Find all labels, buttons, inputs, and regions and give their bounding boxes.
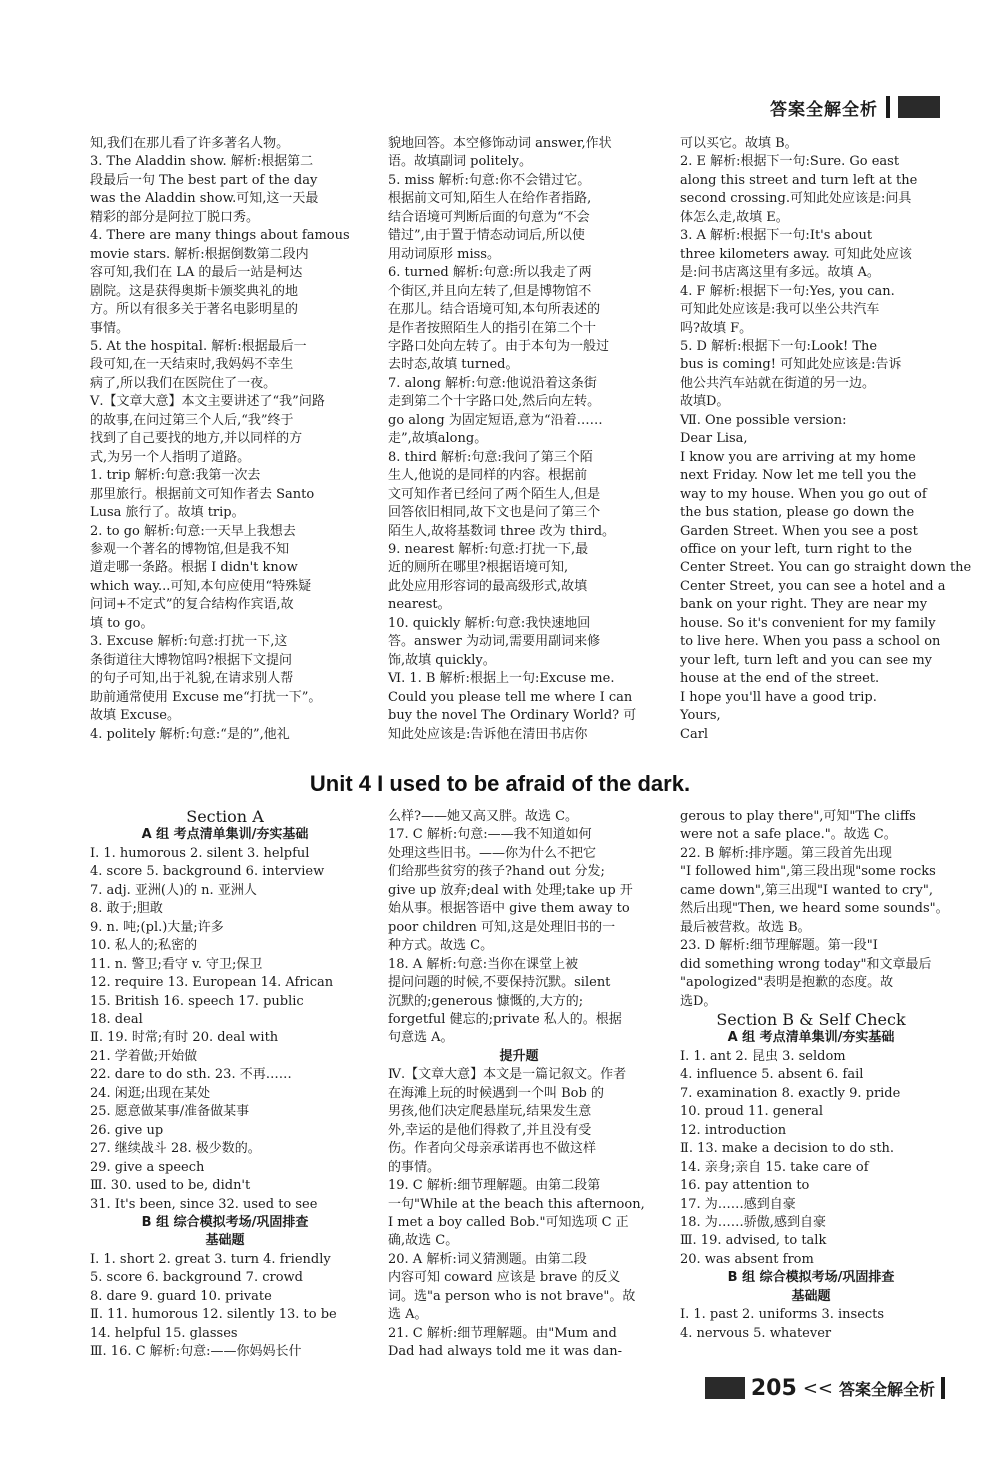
answer-line: 3. The Aladdin show. 解析:根据第二 bbox=[90, 154, 314, 170]
answer-line: "apologized"表明是抱歉的态度。故 bbox=[680, 975, 894, 991]
answer-line: 确,故选 C。 bbox=[388, 1233, 459, 1249]
answer-line: 9. nearest 解析:句意:打扰一下,最 bbox=[388, 541, 589, 557]
answer-line: 那里旅行。根据前文可知作者去 Santo bbox=[90, 486, 315, 502]
answer-line: 词。选"a person who is not brave"。故 bbox=[388, 1288, 636, 1304]
answer-line: 容可知,我们在 LA 的最后一站是柯达 bbox=[90, 265, 303, 281]
answer-line: buy the novel The Ordinary World? 可 bbox=[388, 708, 637, 724]
answer-line: 17. C 解析:句意:——我不知道如何 bbox=[388, 827, 592, 843]
answer-line: 18. deal bbox=[90, 1011, 143, 1027]
answer-line: 7. examination 8. exactly 9. pride bbox=[680, 1085, 901, 1101]
answer-line: 8. 敢于;胆敢 bbox=[90, 901, 163, 917]
answer-line: 是:问书店离这里有多远。故填 A。 bbox=[680, 265, 880, 281]
answer-line: 故填 Excuse。 bbox=[90, 708, 180, 724]
bottom-column-1 bbox=[90, 808, 360, 1362]
answer-line: 27. 继续战斗 28. 极少数的。 bbox=[90, 1141, 261, 1157]
answer-line: 5. miss 解析:句意:你不会错过它。 bbox=[388, 172, 591, 188]
answer-line: 参观一个著名的博物馆,但是我不知 bbox=[90, 541, 290, 557]
answer-line: nearest。 bbox=[388, 597, 451, 613]
answer-line: 处理这些旧书。——你为什么不把它 bbox=[388, 845, 597, 861]
answer-line: 4. nervous 5. whatever bbox=[680, 1325, 832, 1341]
answer-line: Ⅱ. 11. humorous 12. silently 13. to be bbox=[90, 1307, 337, 1323]
answer-line: 1. trip 解析:句意:我第一次去 bbox=[90, 468, 261, 484]
answer-line: Center Street. You can go straight down the bbox=[680, 560, 972, 576]
answer-line: 18. 为……骄傲,感到自豪 bbox=[680, 1214, 826, 1230]
answer-line: house. So it's convenient for my family bbox=[680, 615, 936, 631]
answer-line: 知,我们在那儿看了许多著名人物。 bbox=[90, 136, 290, 151]
answer-line: came down",第三出现"I wanted to cry", bbox=[680, 882, 933, 898]
answer-line: 去时态,故填 turned。 bbox=[388, 357, 519, 373]
answer-line: 25. 愿意做某事/准备做某事 bbox=[90, 1104, 250, 1120]
answer-line: Ⅰ. 1. short 2. great 3. turn 4. friendly bbox=[90, 1251, 331, 1267]
answer-line: movie stars. 解析:根据倒数第二段内 bbox=[90, 246, 309, 262]
answer-line: 句意选 A。 bbox=[388, 1030, 454, 1046]
answer-line: 男孩,他们决定爬悬崖玩,结果发生意 bbox=[388, 1104, 592, 1120]
answer-line: gerous to play there",可知"The cliffs bbox=[680, 809, 916, 824]
answer-line: 助前通常使用 Excuse me“打扰一下”。 bbox=[90, 689, 322, 705]
answer-line: to live here. When you pass a school on bbox=[680, 634, 941, 650]
answer-line: 始从事。根据答语中 give them away to bbox=[388, 901, 630, 917]
answer-line: 最后被营救。故选 B。 bbox=[680, 919, 811, 935]
answer-line: Ⅱ. 13. make a decision to do sth. bbox=[680, 1141, 895, 1157]
header-divider bbox=[886, 96, 890, 118]
answer-line: 17. 为……感到自豪 bbox=[680, 1196, 796, 1212]
answer-line: 选D。 bbox=[680, 993, 717, 1009]
answer-line: 10. proud 11. general bbox=[680, 1104, 824, 1120]
top-column-1 bbox=[90, 135, 360, 744]
answer-line: 一句"While at the beach this afternoon, bbox=[388, 1196, 645, 1212]
answer-line: 答。answer 为动词,需要用副词来修 bbox=[388, 634, 601, 650]
answer-line: which way...可知,本句应使用“特殊疑 bbox=[90, 578, 312, 594]
answer-line: 31. It's been, since 32. used to see bbox=[90, 1196, 318, 1212]
answer-line: 条街道往大博物馆吗?根据下文提问 bbox=[90, 652, 292, 668]
answer-line: 7. adj. 亚洲(人)的 n. 亚洲人 bbox=[90, 882, 257, 898]
answer-line: 21. C 解析:细节理解题。由"Mum and bbox=[388, 1325, 617, 1341]
answer-line: 19. C 解析:细节理解题。由第二段第 bbox=[388, 1178, 601, 1194]
answer-line: 沉默的;generous 慷慨的,大方的; bbox=[388, 993, 584, 1009]
footer-decor-block bbox=[705, 1377, 745, 1399]
answer-line: 陌生人,故将基数词 three 改为 third。 bbox=[388, 523, 616, 539]
answer-line: Could you please tell me where I can bbox=[388, 689, 633, 705]
answer-line: 2. E 解析:根据下一句:Sure. Go east bbox=[680, 154, 900, 170]
answer-line: 22. B 解析:排序题。第三段首先出现 bbox=[680, 845, 892, 861]
answer-line: were not a safe place."。故选 C。 bbox=[680, 827, 897, 843]
answer-line: 然后出现"Then, we heard some sounds"。 bbox=[680, 901, 949, 917]
double-chevron-icon: << bbox=[802, 1377, 833, 1399]
top-column-3 bbox=[680, 135, 972, 744]
group-heading: B 组 综合模拟考场/巩固排查 bbox=[141, 1214, 309, 1230]
answer-line: 个街区,并且向左转了,但是博物馆不 bbox=[388, 283, 592, 299]
answer-line: 段最后一句 The best part of the day bbox=[90, 172, 318, 188]
group-heading: A 组 考点清单集训/夯实基础 bbox=[727, 1030, 895, 1046]
answer-line: Center Street, you can see a hotel and a bbox=[680, 578, 946, 594]
answer-line: 8. dare 9. guard 10. private bbox=[90, 1288, 272, 1304]
answer-line: house at the end of the street. bbox=[680, 671, 880, 687]
answer-line: 20. was absent from bbox=[680, 1251, 814, 1267]
answer-line: 29. give a speech bbox=[90, 1159, 205, 1175]
answer-line: office on your left, turn right to the bbox=[680, 541, 912, 557]
answer-line: 18. A 解析:句意:当你在课堂上被 bbox=[388, 956, 579, 972]
answer-line: 5. D 解析:根据下一句:Look! The bbox=[680, 338, 878, 354]
answer-line: 文可知作者已经问了两个陌生人,但是 bbox=[388, 486, 601, 502]
answer-line: "I followed him",第三段出现"some rocks bbox=[680, 864, 936, 880]
answer-line: 根据前文可知,陌生人在给作者指路, bbox=[388, 191, 592, 207]
section-heading: Section A bbox=[186, 807, 264, 826]
footer-title: 答案全解全析 bbox=[838, 1379, 935, 1399]
answer-line: 的句子可知,出于礼貌,在请求别人帮 bbox=[90, 671, 294, 687]
footer-divider bbox=[941, 1377, 945, 1399]
answer-line: poor children 可知,这是处理旧书的一 bbox=[388, 919, 616, 935]
answer-line: 事情。 bbox=[90, 320, 130, 336]
answer-line: 用动词原形 miss。 bbox=[388, 246, 500, 262]
answer-line: 体怎么走,故填 E。 bbox=[680, 209, 789, 225]
answer-line: I hope you'll have a good trip. bbox=[680, 689, 877, 705]
page-footer bbox=[705, 1374, 945, 1402]
answer-line: 字路口处向左转了。由于本句为一般过 bbox=[388, 338, 610, 354]
bottom-column-3 bbox=[680, 808, 949, 1343]
answer-line: Dad had always told me it was dan- bbox=[388, 1344, 622, 1360]
answer-line: Ⅲ. 19. advised, to talk bbox=[680, 1233, 827, 1249]
answer-line: 11. n. 警卫;看守 v. 守卫;保卫 bbox=[90, 956, 263, 972]
unit-title: Unit 4 I used to be afraid of the dark. bbox=[309, 771, 691, 796]
answer-line: 可以买它。故填 B。 bbox=[680, 136, 798, 151]
answer-line: 6. turned 解析:句意:所以我走了两 bbox=[388, 265, 592, 281]
answer-line: bank on your right. They are near my bbox=[680, 597, 928, 613]
answer-line: 么样?——她又高又胖。故选 C。 bbox=[388, 809, 579, 824]
answer-line: 4. politely 解析:句意:“是的”,他礼 bbox=[90, 726, 290, 742]
answer-line: 们给那些贫穷的孩子?hand out 分发; bbox=[388, 864, 605, 880]
answer-line: Ⅰ. 1. humorous 2. silent 3. helpful bbox=[90, 845, 310, 861]
answer-line: 4. There are many things about famous bbox=[90, 228, 350, 244]
answer-line: 内容可知 coward 应该是 brave 的反义 bbox=[388, 1270, 621, 1286]
answer-line: 吗?故填 F。 bbox=[680, 320, 753, 336]
answer-line: 走到第二个十字路口处,然后向左转。 bbox=[388, 394, 601, 410]
answer-line: 道走哪一条路。根据 I didn't know bbox=[90, 560, 298, 576]
page-header bbox=[770, 94, 940, 120]
answer-line: Ⅴ.【文章大意】本文主要讲述了“我”问路 bbox=[90, 394, 325, 410]
answer-line: 26. give up bbox=[90, 1122, 164, 1138]
answer-line: 23. D 解析:细节理解题。第一段"I bbox=[680, 938, 878, 954]
answer-line: 22. dare to do sth. 23. 不再…… bbox=[90, 1067, 292, 1083]
answer-line: 语。故填副词 politely。 bbox=[388, 154, 533, 170]
group-heading: 基础题 bbox=[205, 1233, 245, 1249]
top-column-2 bbox=[388, 135, 650, 744]
answer-line: 3. Excuse 解析:句意:打扰一下,这 bbox=[90, 634, 288, 650]
answer-line: 5. score 6. background 7. crowd bbox=[90, 1270, 303, 1286]
answer-line: three kilometers away. 可知此处应该 bbox=[680, 246, 912, 262]
answer-line: 16. pay attention to bbox=[680, 1178, 810, 1194]
answer-line: 3. A 解析:根据下一句:It's about bbox=[680, 228, 873, 244]
answer-line: 提问问题的时候,不要保持沉默。silent bbox=[388, 975, 611, 991]
answer-line: Yours, bbox=[680, 708, 721, 724]
answer-line: 貌地回答。本空修饰动词 answer,作状 bbox=[388, 136, 612, 151]
answer-line: 他公共汽车站就在街道的另一边。 bbox=[680, 375, 876, 391]
answer-line: second crossing.可知此处应该是:问具 bbox=[680, 191, 912, 207]
answer-line: 5. At the hospital. 解析:根据最后一 bbox=[90, 338, 307, 354]
answer-line: 填 to go。 bbox=[90, 615, 154, 631]
answer-line: Ⅱ. 19. 时常;有时 20. deal with bbox=[90, 1030, 279, 1046]
answer-line: 2. to go 解析:句意:一天早上我想去 bbox=[90, 523, 296, 539]
answer-line: 知此处应该是:告诉他在清田书店你 bbox=[388, 726, 588, 742]
answer-line: 7. along 解析:句意:他说沿着这条街 bbox=[388, 375, 597, 391]
answer-line: 14. 亲身;亲自 15. take care of bbox=[680, 1159, 869, 1175]
answer-line: 14. helpful 15. glasses bbox=[90, 1325, 238, 1341]
answer-line: 的事情。 bbox=[388, 1159, 441, 1175]
answer-line: Ⅳ.【文章大意】本文是一篇记叙文。作者 bbox=[388, 1067, 627, 1083]
answer-line: 回答依旧相同,故下文也是问了第三个 bbox=[388, 505, 601, 521]
answer-line: 饰,故填 quickly。 bbox=[388, 652, 496, 668]
page-number: 205 bbox=[750, 1375, 797, 1401]
answer-line: Ⅵ. 1. B 解析:根据上一句:Excuse me. bbox=[388, 671, 615, 687]
answer-line: 24. 闲逛;出现在某处 bbox=[90, 1085, 211, 1101]
answer-line: 选 A。 bbox=[388, 1307, 428, 1323]
answer-line: 12. introduction bbox=[680, 1122, 787, 1138]
answer-line: 找到了自己要找的地方,并以同样的方 bbox=[90, 431, 303, 447]
answer-line: 此处应用形容词的最高级形式,故填 bbox=[388, 578, 588, 594]
header-title: 答案全解全析 bbox=[770, 99, 878, 120]
answer-line: was the Aladdin show.可知,这一天最 bbox=[90, 191, 319, 207]
answer-line: 4. score 5. background 6. interview bbox=[90, 864, 325, 880]
answer-line: I met a boy called Bob."可知选项 C 正 bbox=[388, 1214, 629, 1230]
answer-line: next Friday. Now let me tell you the bbox=[680, 468, 917, 484]
answer-line: bus is coming! 可知此处应该是:告诉 bbox=[680, 357, 902, 373]
answer-line: 10. quickly 解析:句意:我快速地回 bbox=[388, 615, 591, 631]
answer-line: 9. n. 吨;(pl.)大量;许多 bbox=[90, 919, 224, 935]
answer-line: way to my house. When you go out of bbox=[680, 486, 927, 502]
answer-line: Dear Lisa, bbox=[680, 431, 748, 447]
answer-line: 外,幸运的是他们得救了,并且没有受 bbox=[388, 1122, 592, 1138]
answer-line: 15. British 16. speech 17. public bbox=[90, 993, 304, 1009]
answer-line: 的故事,在问过第三个人后,“我”终于 bbox=[90, 412, 294, 428]
header-decor-block bbox=[898, 96, 940, 118]
answer-line: 8. third 解析:句意:我问了第三个陌 bbox=[388, 449, 593, 465]
answer-line: 剧院。这是获得奥斯卡颁奖典礼的地 bbox=[90, 283, 299, 299]
answer-line: give up 放弃;deal with 处理;take up 开 bbox=[388, 882, 633, 898]
group-heading: B 组 综合模拟考场/巩固排查 bbox=[727, 1270, 895, 1286]
answer-line: Garden Street. When you see a post bbox=[680, 523, 918, 539]
answer-line: 精彩的部分是阿拉丁脱口秀。 bbox=[90, 209, 260, 225]
answer-line: forgetful 健忘的;private 私人的。根据 bbox=[388, 1011, 622, 1027]
group-heading: A 组 考点清单集训/夯实基础 bbox=[141, 827, 309, 843]
answer-line: the bus station, please go down the bbox=[680, 505, 915, 521]
answer-line: I know you are arriving at my home bbox=[680, 449, 916, 465]
answer-line: did something wrong today"和文章最后 bbox=[680, 956, 932, 972]
answer-line: 4. F 解析:根据下一句:Yes, you can. bbox=[680, 283, 895, 299]
answer-line: Ⅲ. 30. used to be, didn't bbox=[90, 1178, 251, 1194]
answer-line: 方。所以有很多关于著名电影明星的 bbox=[90, 302, 299, 318]
answer-line: 21. 学着做;开始做 bbox=[90, 1048, 198, 1064]
answer-line: 12. require 13. European 14. African bbox=[90, 975, 334, 991]
answer-line: 4. influence 5. absent 6. fail bbox=[680, 1067, 864, 1083]
answer-line: 近的厕所在哪里?根据语境可知, bbox=[388, 560, 569, 576]
answer-line: Carl bbox=[680, 726, 709, 742]
answer-line: Ⅲ. 16. C 解析:句意:——你妈妈长什 bbox=[90, 1344, 302, 1360]
answer-line: Lusa 旅行了。故填 trip。 bbox=[90, 505, 245, 521]
answer-line: 在那儿。结合语境可知,本句所表述的 bbox=[388, 302, 601, 318]
answer-line: Ⅰ. 1. past 2. uniforms 3. insects bbox=[680, 1307, 885, 1323]
answer-line: 伤。作者向父母亲承诺再也不做这样 bbox=[388, 1141, 597, 1157]
answer-line: 段可知,在一天结束时,我妈妈不幸生 bbox=[90, 357, 294, 373]
answer-line: 是作者按照陌生人的指引在第二个十 bbox=[388, 320, 597, 336]
answer-line: 在海滩上玩的时候遇到一个叫 Bob 的 bbox=[388, 1085, 604, 1101]
answer-line: 10. 私人的;私密的 bbox=[90, 938, 198, 954]
answer-line: Ⅶ. One possible version: bbox=[680, 412, 847, 428]
answer-line: 式,为另一个人指明了道路。 bbox=[90, 449, 251, 465]
group-heading: 提升题 bbox=[499, 1048, 539, 1064]
answer-line: along this street and turn left at the bbox=[680, 172, 918, 188]
answer-line: Ⅰ. 1. ant 2. 昆虫 3. seldom bbox=[680, 1048, 846, 1064]
answer-line: 种方式。故选 C。 bbox=[388, 938, 494, 954]
answer-line: 结合语境可判断后面的句意为“不会 bbox=[388, 209, 590, 225]
answer-line: 可知此处应该是:我可以坐公共汽车 bbox=[680, 302, 880, 318]
answer-line: 20. A 解析:词义猜测题。由第二段 bbox=[388, 1251, 587, 1267]
section-heading: Section B & Self Check bbox=[716, 1009, 906, 1029]
answer-line: 病了,所以我们在医院住了一夜。 bbox=[90, 375, 277, 391]
answer-line: 问词+不定式”的复合结构作宾语,故 bbox=[90, 597, 294, 613]
bottom-column-2 bbox=[388, 808, 650, 1362]
group-heading: 基础题 bbox=[791, 1288, 831, 1304]
answer-line: 故填D。 bbox=[680, 394, 730, 410]
answer-line: 生人,他说的是同样的内容。根据前 bbox=[388, 468, 588, 484]
answer-line: go along 为固定短语,意为“沿着…… bbox=[388, 412, 603, 428]
answer-line: 错过”,由于置于情态动词后,所以使 bbox=[388, 228, 585, 244]
answer-line: 走”,故填along。 bbox=[388, 431, 488, 447]
answer-line: your left, turn left and you can see my bbox=[680, 652, 933, 668]
